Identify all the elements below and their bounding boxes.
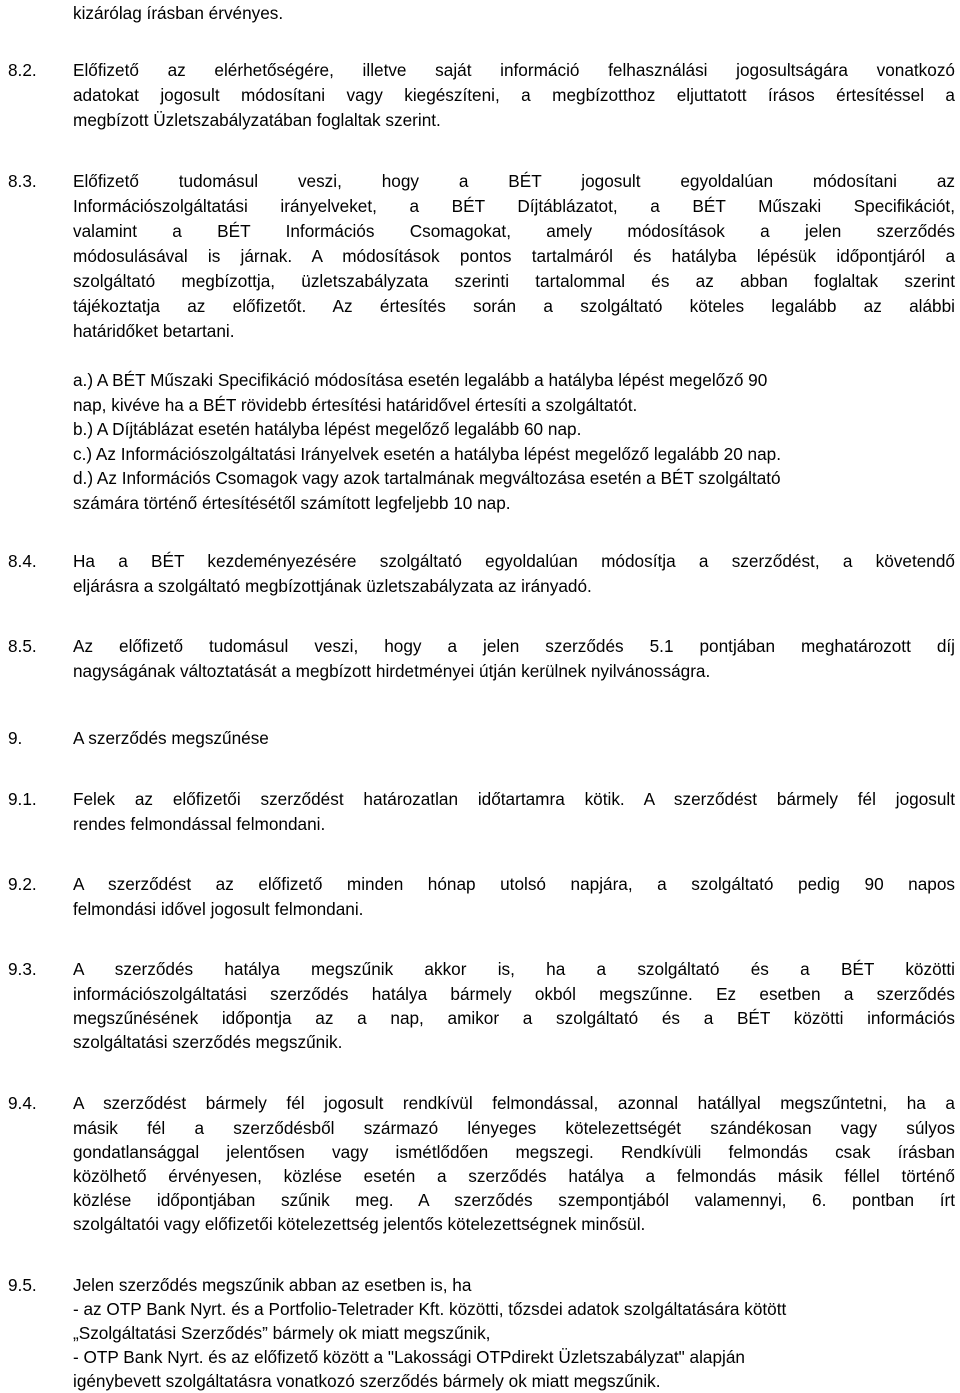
section-8-3-line: határidőket betartani. <box>73 321 235 341</box>
section-8-5-line: nagyságának változtatását a megbízott hirdetményei útján kerülnek nyilvánosságra. <box>73 661 711 681</box>
section-9-2-line: A szerződést az előfizető minden hónap utolsó napjára, a szolgáltató pedig 90 napos <box>73 874 955 894</box>
section-8-3-item: számára történő értesítésétől számított legfeljebb 10 nap. <box>73 493 511 513</box>
section-9-3-line: megszűnésének időpontja az a nap, amikor a szolgáltató és a BÉT közötti információs <box>73 1008 955 1028</box>
section-8-2-line: adatokat jogosult módosítani vagy kiegészíteni, a megbízotthoz eljuttatott írásos értesítéssel a <box>73 85 955 105</box>
section-9-5-line: igénybevett szolgáltatásra vonatkozó szerződés bármely ok miatt megszűnik. <box>73 1371 661 1391</box>
section-8-3-line: valamint a BÉT Információs Csomagokat, amely módosítások a jelen szerződés <box>73 221 955 241</box>
section-number-9-5: 9.5. <box>8 1275 37 1295</box>
section-number-9: 9. <box>8 728 23 748</box>
section-9-4-line: gondatlansággal jelentősen vagy ismétlődően megszegi. Rendkívüli felmondás csak írásban <box>73 1142 955 1162</box>
section-8-3-line: tájékoztatja az előfizetőt. Az értesítés során a szolgáltató köteles legalább az alábbi <box>73 296 955 316</box>
section-8-3-line: szolgáltató megbízottja, üzletszabályzata szerinti tartalommal és az abban foglaltak szerint <box>73 271 955 291</box>
section-number-8-2: 8.2. <box>8 60 37 80</box>
section-9-1-line: Felek az előfizetői szerződést határozatlan időtartamra kötik. A szerződést bármely fél jogosult <box>73 789 955 809</box>
section-number-9-3: 9.3. <box>8 959 37 979</box>
section-number-9-2: 9.2. <box>8 874 37 894</box>
section-9-4-line: A szerződést bármely fél jogosult rendkívül felmondással, azonnal hatállyal megszűntetni, ha a <box>73 1093 955 1113</box>
section-number-8-5: 8.5. <box>8 636 37 656</box>
section-8-3-item: nap, kivéve ha a BÉT rövidebb értesítési határidővel értesíti a szolgáltatót. <box>73 395 638 415</box>
section-9-3-line: információszolgáltatási szerződés hatálya bármely okból megszűnne. Ez esetben a szerződés <box>73 984 955 1004</box>
section-8-3-line: módosulásával is járnak. A módosítások pontos tartalmáról és hatályba lépésük időpontjáról a <box>73 246 955 266</box>
section-8-3-item: b.) A Díjtáblázat esetén hatályba lépést megelőző legalább 60 nap. <box>73 419 582 439</box>
section-9-4-line: szolgáltatói vagy előfizetői kötelezettség jelentős kötelezettségnek minősül. <box>73 1214 646 1234</box>
section-9-4-line: másik fél a szerződésből származó lényeges kötelezettségét szándékosan vagy súlyos <box>73 1118 955 1138</box>
section-9-4-line: közlése időpontjában szűnik meg. A szerződés szempontjából valamennyi, 6. pontban írt <box>73 1190 955 1210</box>
section-9-3-line: A szerződés hatálya megszűnik akkor is, ha a szolgáltató és a BÉT közötti <box>73 959 955 979</box>
section-8-4-line: eljárásra a szolgáltató megbízottjának üzletszabályzata az irányadó. <box>73 576 592 596</box>
intro-line: kizárólag írásban érvényes. <box>73 3 284 23</box>
section-number-9-1: 9.1. <box>8 789 37 809</box>
section-number-8-4: 8.4. <box>8 551 37 571</box>
section-9-2-line: felmondási idővel jogosult felmondani. <box>73 899 364 919</box>
section-8-3-line: Előfizető tudomásul veszi, hogy a BÉT jogosult egyoldalúan módosítani az <box>73 171 955 191</box>
section-9-3-line: szolgáltatási szerződés megszűnik. <box>73 1032 343 1052</box>
section-9-5-line: Jelen szerződés megszűnik abban az esetben is, ha <box>73 1275 472 1295</box>
section-9-5-line: - az OTP Bank Nyrt. és a Portfolio-Teletrader Kft. közötti, tőzsdei adatok szolgáltatására kötött <box>73 1299 787 1319</box>
section-9-title: A szerződés megszűnése <box>73 728 269 748</box>
section-9-4-line: közölhető érvényesen, közlése esetén a szerződés hatálya a felmondás másik féllel történő <box>73 1166 955 1186</box>
section-8-3-item: d.) Az Információs Csomagok vagy azok tartalmának megváltozása esetén a BÉT szolgáltató <box>73 468 781 488</box>
section-9-5-line: - OTP Bank Nyrt. és az előfizető között a "Lakossági OTPdirekt Üzletszabályzat" alapján <box>73 1347 745 1367</box>
section-8-4-line: Ha a BÉT kezdeményezésére szolgáltató egyoldalúan módosítja a szerződést, a követendő <box>73 551 955 571</box>
section-8-3-item: c.) Az Információszolgáltatási Irányelvek esetén a hatályba lépést megelőző legalább 20 nap. <box>73 444 781 464</box>
section-8-3-item: a.) A BÉT Műszaki Specifikáció módosítása esetén legalább a hatályba lépést megelőző 90 <box>73 370 768 390</box>
section-number-9-4: 9.4. <box>8 1093 37 1113</box>
section-9-1-line: rendes felmondással felmondani. <box>73 814 326 834</box>
section-8-5-line: Az előfizető tudomásul veszi, hogy a jelen szerződés 5.1 pontjában meghatározott díj <box>73 636 955 656</box>
section-8-2-line: megbízott Üzletszabályzatában foglaltak szerint. <box>73 110 441 130</box>
section-number-8-3: 8.3. <box>8 171 37 191</box>
section-8-2-line: Előfizető az elérhetőségére, illetve saját információ felhasználási jogosultságára vonatkozó <box>73 60 955 80</box>
section-9-5-line: „Szolgáltatási Szerződés” bármely ok miatt megszűnik, <box>73 1323 491 1343</box>
section-8-3-line: Információszolgáltatási irányelveket, a BÉT Díjtáblázatot, a BÉT Műszaki Specifikációt, <box>73 196 955 216</box>
